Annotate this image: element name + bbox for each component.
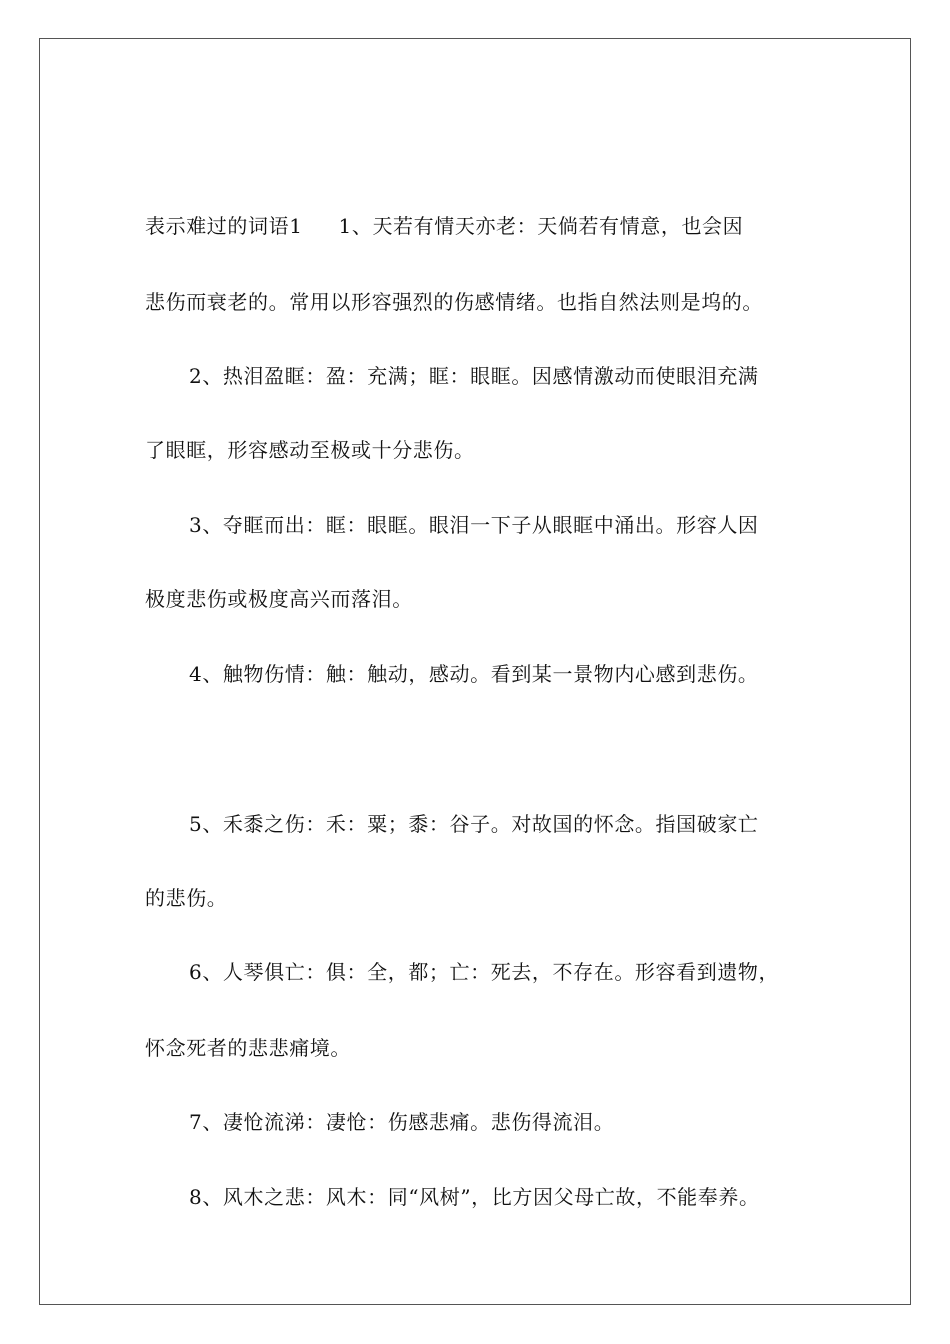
text-line-7: 4、触物伤情：触：触动，感动。看到某一景物内心感到悲伤。 xyxy=(189,662,759,686)
text-line-8: 5、禾黍之伤：禾：粟；黍：谷子。对故国的怀念。指国破家亡 xyxy=(189,812,759,836)
text-line-10: 6、人琴俱亡：俱：全，都；亡：死去，不存在。形容看到遗物， xyxy=(189,960,780,984)
text-line-3: 2、热泪盈眶：盈：充满；眶：眼眶。因感情激动而使眼泪充满 xyxy=(189,364,759,388)
text-line-13: 8、风木之悲：风木：同“风树”，比方因父母亡故，不能奉养。 xyxy=(189,1185,760,1209)
text-line-5: 3、夺眶而出：眶：眼眶。眼泪一下子从眼眶中涌出。形容人因 xyxy=(189,513,759,537)
text-line-9: 的悲伤。 xyxy=(145,886,228,910)
entry-1-text: 1、天若有情天亦老：天倘若有情意，也会因 xyxy=(338,214,744,238)
text-line-6: 极度悲伤或极度高兴而落泪。 xyxy=(145,587,413,611)
text-line-11: 怀念死者的悲悲痛境。 xyxy=(145,1036,351,1060)
text-line-12: 7、凄怆流涕：凄怆：伤感悲痛。悲伤得流泪。 xyxy=(189,1110,615,1134)
text-line-4: 了眼眶，形容感动至极或十分悲伤。 xyxy=(145,438,475,462)
text-line-2: 悲伤而衰老的。常用以形容强烈的伤感情绪。也指自然法则是坞的。 xyxy=(145,290,763,314)
document-title: 表示难过的词语1 xyxy=(145,214,303,238)
text-line-1 xyxy=(145,214,743,238)
